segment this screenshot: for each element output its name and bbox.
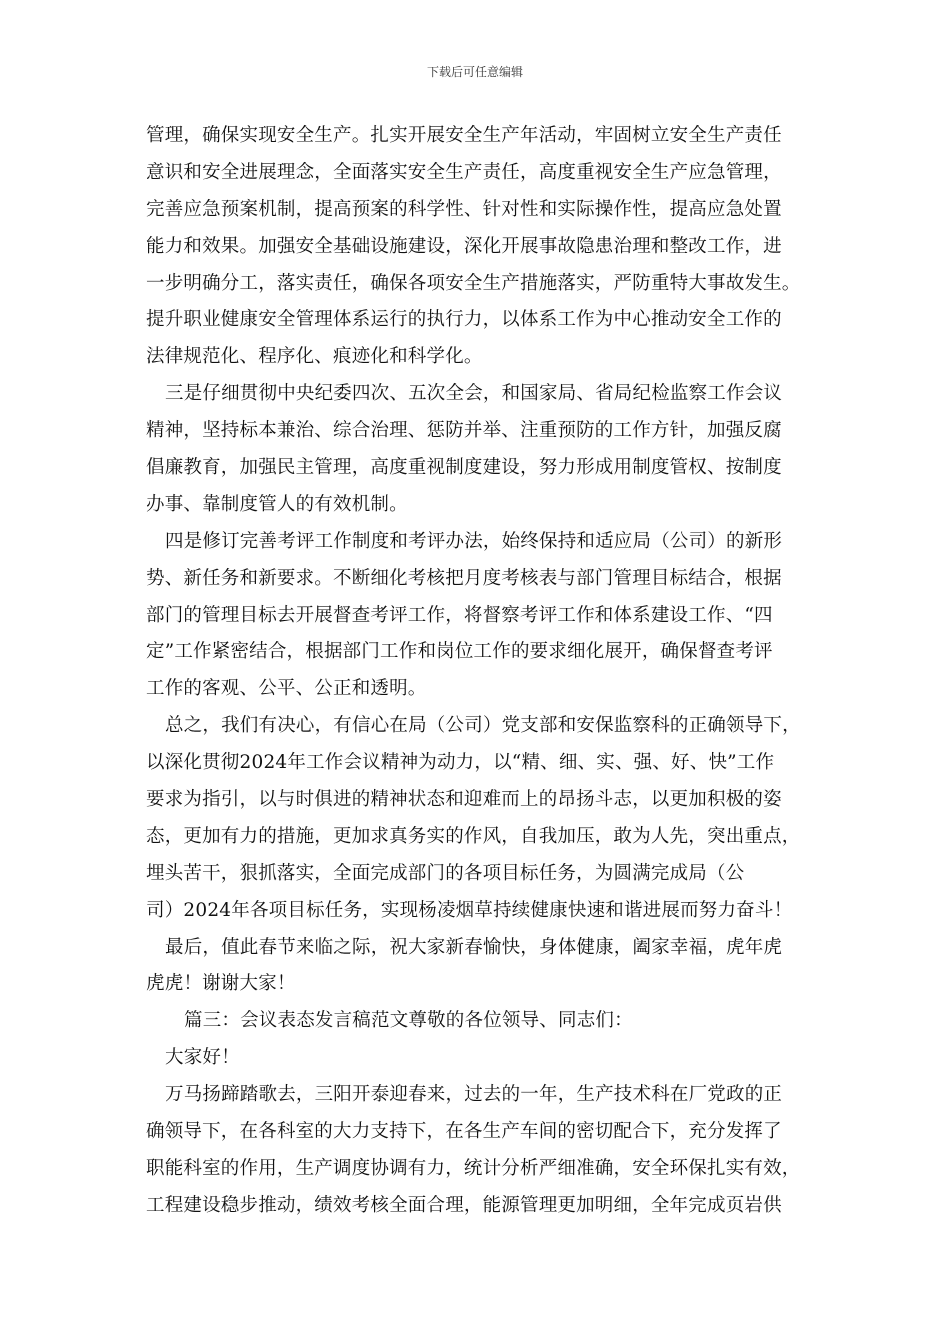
text-line: 定”工作紧密结合，根据部门工作和岗位工作的要求细化展开，确保督查考评 [146,641,773,663]
text-line: 能力和效果。加强安全基础设施建设，深化开展事故隐患治理和整改工作，进 [146,235,782,257]
paragraph-start-line: 万马扬蹄踏歌去，三阳开泰迎春来，过去的一年，生产技术科在厂党政的正 [165,1084,783,1106]
text-line: 一步明确分工，落实责任，确保各项安全生产措施落实，严防重特大事故发生。 [146,272,801,294]
text-line: 势、新任务和新要求。不断细化考核把月度考核表与部门管理目标结合，根据 [146,567,782,589]
paragraph-start-line: 四是修订完善考评工作制度和考评办法，始终保持和适应局（公司）的新形 [165,530,783,552]
text-line: 完善应急预案机制，提高预案的科学性、针对性和实际操作性，提高应急处置 [146,198,782,220]
text-line: 法律规范化、程序化、痕迹化和科学化。 [146,346,483,368]
text-line: 倡廉教育，加强民主管理，高度重视制度建设，努力形成用制度管权、按制度 [146,457,782,479]
text-line: 司）2024年各项目标任务，实现杨凌烟草持续健康快速和谐进展而努力奋斗！ [146,899,793,921]
greeting-line: 大家好！ [165,1047,240,1069]
text-line: 态，更加有力的措施，更加求真务实的作风，自我加压，敢为人先，突出重点， [146,825,801,847]
text-line: 精神，坚持标本兼治、综合治理、惩防并举、注重预防的工作方针，加强反腐 [146,420,782,442]
paragraph-start-line: 总之，我们有决心，有信心在局（公司）党支部和安保监察科的正确领导下， [165,715,801,737]
paragraph-start-line: 三是仔细贯彻中央纪委四次、五次全会，和国家局、省局纪检监察工作会议 [165,383,783,405]
text-line: 以深化贯彻2024年工作会议精神为动力，以“精、细、实、强、好、快”工作 [146,752,775,774]
page-header-note: 下载后可任意编辑 [426,65,523,79]
text-line: 办事、靠制度管人的有效机制。 [146,493,408,515]
text-line: 确领导下，在各科室的大力支持下，在各生产车间的密切配合下，充分发挥了 [146,1121,782,1143]
text-line: 职能科室的作用，生产调度协调有力，统计分析严细准确，安全环保扎实有效， [146,1157,801,1179]
text-line: 工程建设稳步推动，绩效考核全面合理，能源管理更加明细，全年完成页岩供 [146,1194,782,1216]
text-line: 意识和安全进展理念，全面落实安全生产责任，高度重视安全生产应急管理， [146,161,782,183]
text-line: 提升职业健康安全管理体系运行的执行力，以体系工作为中心推动安全工作的 [146,309,782,331]
text-line: 埋头苦干，狠抓落实，全面完成部门的各项目标任务，为圆满完成局（公 [146,862,745,884]
text-line: 要求为指引，以与时俱进的精神状态和迎难而上的昂扬斗志，以更加积极的姿 [146,789,782,811]
paragraph-start-line: 最后，值此春节来临之际，祝大家新春愉快，身体健康，阖家幸福，虎年虎 [165,936,783,958]
document-body [146,118,822,1225]
text-line: 管理，确保实现安全生产。扎实开展安全生产年活动，牢固树立安全生产责任 [146,125,782,146]
text-line: 虎虎！谢谢大家！ [146,973,296,995]
section-heading-line: 篇三：会议表态发言稿范文尊敬的各位领导、同志们： [184,1010,633,1032]
text-line: 工作的客观、公平、公正和透明。 [146,678,427,700]
text-line: 部门的管理目标去开展督查考评工作，将督察考评工作和体系建设工作、“四 [146,604,773,626]
